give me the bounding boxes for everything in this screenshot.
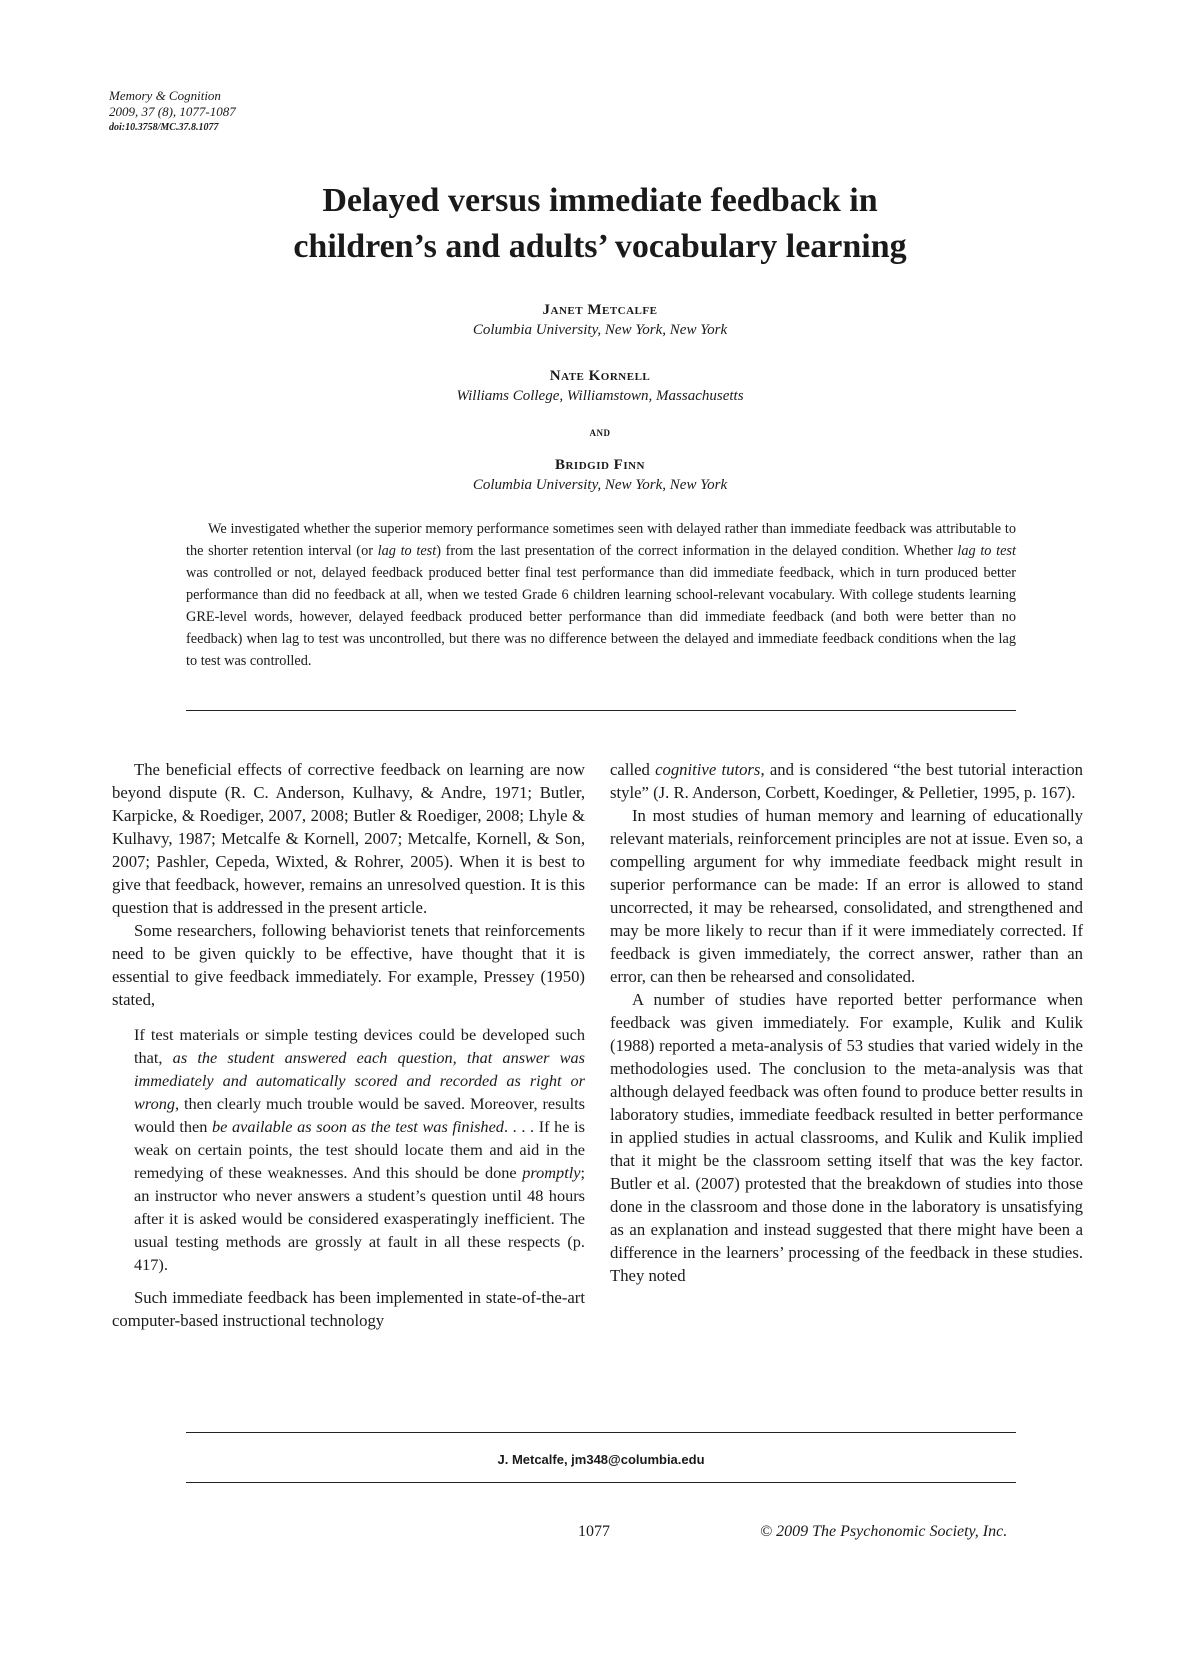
quote-text: If test materials or simple testing devices could be developed such that, <box>134 1025 585 1067</box>
block-quote <box>134 1023 585 1276</box>
article-title <box>120 178 1080 270</box>
footnote-divider-top <box>186 1432 1016 1433</box>
body-paragraph: Such immediate feedback has been implemented in state-of-the-art computer-based instructional technology <box>112 1288 585 1330</box>
quote-emphasis: as the student answered each question, that answer was immediately and automatically scored and recorded as right or wrong <box>134 1048 585 1113</box>
quote-emphasis: be available as soon as the test was finished <box>211 1117 504 1136</box>
quote-text: , then clearly much trouble would be saved. Moreover, results would then <box>134 1094 585 1136</box>
body-paragraph: The beneficial effects of corrective feedback on learning are now beyond dispute (R. C. Anderson, Kulhavy, & Andre, 1971; Butler, Karpicke, & Roediger, 2007, 2008; Butler & Roediger, 2008; Lhyle & Kulhavy, 1987; Metcalfe & Kornell, 2007; Metcalfe, Kornell, & Son, 2007; Pashler, Cepeda, Wixted, & Rohrer, 2005). When it is best to give that feedback, however, remains an unresolved question. It is this question that is addressed in the present article. <box>112 760 585 917</box>
author-affiliation: Columbia University, New York, New York <box>472 477 728 493</box>
page-number: 1077 <box>578 1523 610 1540</box>
abstract-emphasis: lag to test <box>377 543 437 559</box>
abstract-text: ) from the last presentation of the correct information in the delayed condition. Whether <box>436 543 958 559</box>
author-3 <box>120 455 1080 495</box>
body-column-left <box>112 758 585 1332</box>
journal-citation: 2009, 37 (8), 1077-1087 <box>109 104 236 119</box>
author-affiliation: Columbia University, New York, New York <box>472 322 728 338</box>
journal-name: Memory & Cognition <box>109 88 221 103</box>
author-affiliation: Williams College, Williamstown, Massachusetts <box>456 388 744 404</box>
title-line-1: Delayed versus immediate feedback in <box>322 182 878 219</box>
journal-info <box>109 88 236 136</box>
abstract <box>186 518 1016 672</box>
author-name: Nate Kornell <box>549 368 651 384</box>
body-paragraph: Some researchers, following behaviorist tenets that reinforcements need to be given quickly to be effective, have thought that it is essential to give feedback immediately. For example, Pressey (1950) stated, <box>112 921 585 1009</box>
body-paragraph: In most studies of human memory and learning of educationally relevant materials, reinforcement principles are not at issue. Even so, a compelling argument for why immediate feedback might result in superior performance can be made: If an error is allowed to stand uncorrected, it may be rehearsed, consolidated, and strengthened and may be more likely to recur than if it were immediately corrected. If feedback is given immediately, the correct answer, rather than an error, can then be rehearsed and consolidated. <box>610 806 1083 986</box>
author-name: Janet Metcalfe <box>542 302 658 318</box>
footnote-divider-bottom <box>186 1482 1016 1483</box>
body-column-right <box>610 758 1083 1287</box>
journal-doi: doi:10.3758/MC.37.8.1077 <box>109 122 219 133</box>
abstract-divider <box>186 710 1016 711</box>
copyright-notice: © 2009 The Psychonomic Society, Inc. <box>760 1523 1008 1540</box>
author-name: Bridgid Finn <box>554 457 646 473</box>
body-text: called <box>610 760 656 779</box>
body-emphasis: cognitive tutors <box>655 760 761 779</box>
quote-emphasis: promptly <box>522 1163 581 1182</box>
title-line-2: children’s and adults’ vocabulary learning <box>293 228 907 265</box>
author-1 <box>120 300 1080 340</box>
correspondence-note: J. Metcalfe, jm348@columbia.edu <box>497 1452 705 1467</box>
quote-text: ; an instructor who never answers a student’s question until 48 hours after it is asked would be considered exasperatingly inefficient. The usual testing methods are grossly at fault in all these respects (p. 417). <box>134 1163 585 1274</box>
abstract-text: was controlled or not, delayed feedback produced better final test performance than did immediate feedback, which in turn produced better performance than did no feedback at all, when we tested Grade 6 children learning school-relevant vocabulary. With college students learning GRE-level words, however, delayed feedback produced better performance than did immediate feedback (and both were better than no feedback) when lag to test was uncontrolled, but there was no difference between the delayed and immediate feedback conditions when the lag to test was controlled. <box>186 565 1016 669</box>
abstract-emphasis: lag to test <box>957 543 1016 559</box>
abstract-text: We investigated whether the superior memory performance sometimes seen with delayed rather than immediate feedback was attributable to the shorter retention interval (or <box>186 521 1016 559</box>
body-text: , and is considered “the best tutorial interaction style” (J. R. Anderson, Corbett, Koedinger, & Pelletier, 1995, p. 167). <box>610 760 1084 802</box>
author-2 <box>120 366 1080 406</box>
quote-text: . . . . If he is weak on certain points, the test should locate them and aid in the remedying of these weaknesses. And this should be done <box>134 1117 585 1182</box>
author-conjunction: and <box>589 424 611 439</box>
body-paragraph: A number of studies have reported better performance when feedback was given immediately. For example, Kulik and Kulik (1988) reported a meta-analysis of 53 studies that varied widely in the methodologies used. The conclusion to the meta-analysis was that although delayed feedback was often found to produce better results in laboratory studies, immediate feedback resulted in better performance in applied studies in actual classrooms, and Kulik and Kulik implied that it might be the classroom setting itself that was the key factor. Butler et al. (2007) protested that the breakdown of studies into those done in the classroom and those done in the laboratory is unsatisfying as an explanation and instead suggested that there might have been a difference in the learners’ processing of the feedback in these studies. They noted <box>610 990 1083 1285</box>
body-paragraph-continued <box>610 758 1083 804</box>
